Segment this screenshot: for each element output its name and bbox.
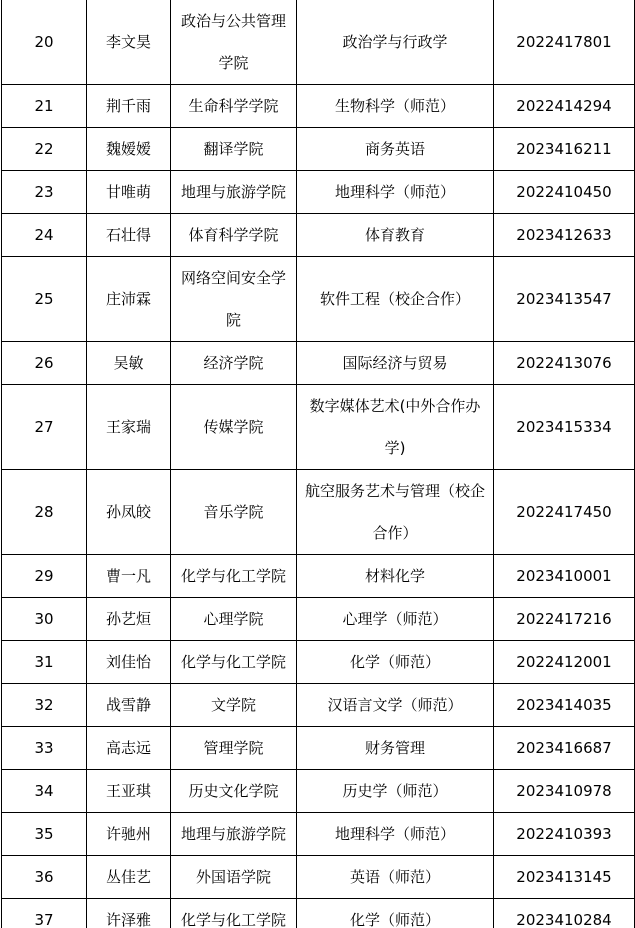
cell-name: 高志远 (87, 727, 171, 770)
cell-number: 33 (2, 727, 87, 770)
table-row (2, 214, 635, 257)
cell-name: 王亚琪 (87, 770, 171, 813)
cell-number: 20 (2, 0, 87, 85)
table-row (2, 555, 635, 598)
cell-number: 32 (2, 684, 87, 727)
cell-major: 地理科学（师范） (297, 813, 494, 856)
cell-major: 体育教育 (297, 214, 494, 257)
table-row (2, 598, 635, 641)
cell-college: 心理学院 (171, 598, 297, 641)
table-row (2, 899, 635, 928)
cell-student-id: 2023416211 (494, 128, 635, 171)
cell-college: 管理学院 (171, 727, 297, 770)
cell-college: 经济学院 (171, 342, 297, 385)
cell-student-id: 2023416687 (494, 727, 635, 770)
cell-name: 刘佳怡 (87, 641, 171, 684)
cell-major: 政治学与行政学 (297, 0, 494, 85)
cell-student-id: 2022410450 (494, 171, 635, 214)
table-row (2, 856, 635, 899)
cell-student-id: 2023410978 (494, 770, 635, 813)
cell-number: 36 (2, 856, 87, 899)
cell-number: 24 (2, 214, 87, 257)
cell-college: 翻译学院 (171, 128, 297, 171)
cell-number: 30 (2, 598, 87, 641)
cell-number: 22 (2, 128, 87, 171)
table-row (2, 684, 635, 727)
cell-number: 21 (2, 85, 87, 128)
cell-student-id: 2023413145 (494, 856, 635, 899)
cell-name: 孙艺烜 (87, 598, 171, 641)
cell-major: 生物科学（师范） (297, 85, 494, 128)
cell-name: 战雪静 (87, 684, 171, 727)
table-row (2, 470, 635, 555)
cell-major: 化学（师范） (297, 899, 494, 928)
cell-major: 材料化学 (297, 555, 494, 598)
cell-major: 英语（师范） (297, 856, 494, 899)
cell-student-id: 2023414035 (494, 684, 635, 727)
cell-student-id: 2022410393 (494, 813, 635, 856)
cell-name: 王家瑞 (87, 385, 171, 470)
cell-student-id: 2023413547 (494, 257, 635, 342)
cell-college: 文学院 (171, 684, 297, 727)
cell-name: 魏嫒嫒 (87, 128, 171, 171)
cell-number: 26 (2, 342, 87, 385)
cell-major: 财务管理 (297, 727, 494, 770)
student-list-table (1, 0, 635, 928)
table-row (2, 257, 635, 342)
cell-college: 历史文化学院 (171, 770, 297, 813)
table-row (2, 0, 635, 85)
cell-name: 李文昊 (87, 0, 171, 85)
table-body (2, 0, 635, 928)
cell-name: 荆千雨 (87, 85, 171, 128)
cell-major: 商务英语 (297, 128, 494, 171)
cell-student-id: 2022413076 (494, 342, 635, 385)
cell-college: 化学与化工学院 (171, 899, 297, 928)
cell-student-id: 2023410284 (494, 899, 635, 928)
cell-name: 孙凤皎 (87, 470, 171, 555)
cell-college: 地理与旅游学院 (171, 813, 297, 856)
cell-number: 27 (2, 385, 87, 470)
table-row (2, 385, 635, 470)
cell-college: 网络空间安全学院 (171, 257, 297, 342)
cell-number: 28 (2, 470, 87, 555)
cell-number: 29 (2, 555, 87, 598)
cell-major: 心理学（师范） (297, 598, 494, 641)
cell-number: 34 (2, 770, 87, 813)
cell-student-id: 2022417801 (494, 0, 635, 85)
cell-college: 政治与公共管理学院 (171, 0, 297, 85)
cell-major: 国际经济与贸易 (297, 342, 494, 385)
cell-college: 化学与化工学院 (171, 641, 297, 684)
cell-number: 23 (2, 171, 87, 214)
cell-major: 数字媒体艺术(中外合作办学) (297, 385, 494, 470)
cell-name: 石壮得 (87, 214, 171, 257)
cell-name: 吴敏 (87, 342, 171, 385)
cell-name: 曹一凡 (87, 555, 171, 598)
cell-student-id: 2023410001 (494, 555, 635, 598)
cell-name: 甘唯萌 (87, 171, 171, 214)
cell-name: 许驰州 (87, 813, 171, 856)
cell-number: 35 (2, 813, 87, 856)
cell-college: 地理与旅游学院 (171, 171, 297, 214)
cell-number: 25 (2, 257, 87, 342)
cell-name: 庄沛霖 (87, 257, 171, 342)
cell-major: 汉语言文学（师范） (297, 684, 494, 727)
table-row (2, 128, 635, 171)
cell-major: 地理科学（师范） (297, 171, 494, 214)
table-row (2, 770, 635, 813)
cell-college: 外国语学院 (171, 856, 297, 899)
cell-college: 传媒学院 (171, 385, 297, 470)
table-row (2, 85, 635, 128)
cell-student-id: 2022414294 (494, 85, 635, 128)
cell-student-id: 2023412633 (494, 214, 635, 257)
cell-name: 丛佳艺 (87, 856, 171, 899)
table-row (2, 813, 635, 856)
cell-college: 化学与化工学院 (171, 555, 297, 598)
table-row (2, 342, 635, 385)
cell-student-id: 2022417450 (494, 470, 635, 555)
cell-student-id: 2023415334 (494, 385, 635, 470)
table-row (2, 171, 635, 214)
cell-major: 历史学（师范） (297, 770, 494, 813)
cell-college: 音乐学院 (171, 470, 297, 555)
cell-name: 许泽雅 (87, 899, 171, 928)
cell-number: 37 (2, 899, 87, 928)
cell-student-id: 2022417216 (494, 598, 635, 641)
cell-student-id: 2022412001 (494, 641, 635, 684)
cell-college: 体育科学学院 (171, 214, 297, 257)
cell-major: 软件工程（校企合作） (297, 257, 494, 342)
table-row (2, 641, 635, 684)
cell-major: 化学（师范） (297, 641, 494, 684)
cell-number: 31 (2, 641, 87, 684)
cell-major: 航空服务艺术与管理（校企合作） (297, 470, 494, 555)
table-row (2, 727, 635, 770)
cell-college: 生命科学学院 (171, 85, 297, 128)
